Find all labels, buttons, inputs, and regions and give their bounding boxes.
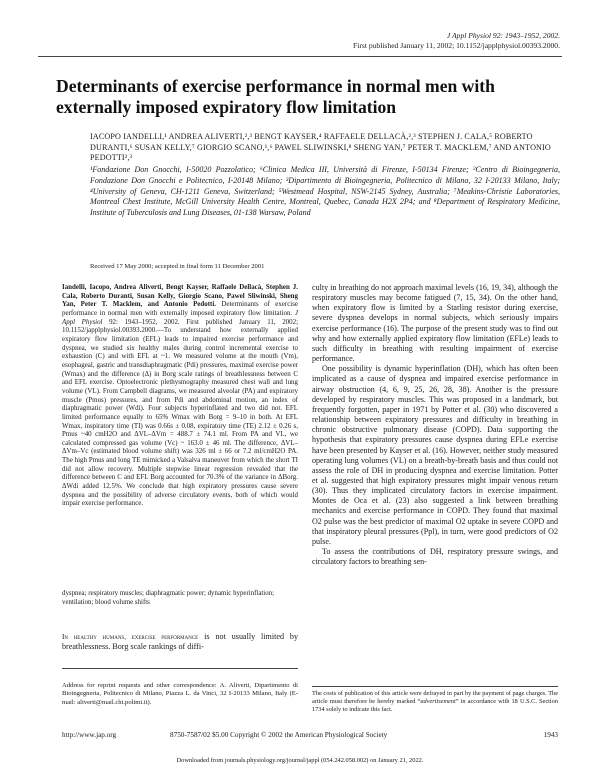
intro-lead: In healthy humans, exercise performance <box>62 633 199 641</box>
download-note: Downloaded from journals.physiology.org/journal/jappl (054.242.058.002) on January 21, 2022. <box>176 757 424 764</box>
journal-url-link[interactable]: http://www.jap.org <box>62 731 117 739</box>
article-title: Determinants of exercise performance in normal men with externally imposed expiratory flow limitation <box>56 76 495 117</box>
footnote-rule-left <box>62 668 298 669</box>
abstract-citation-authors: Iandelli, Iacopo, Andrea Aliverti, Bengt Kayser, Raffaele Dellacà, Stephen J. Cala, Roberto Duranti, Susan Kelly, Giorgio Scano, Pawel Sliwinski, Sheng Yan, Peter T. Macklem, and Antonio Pedotti. <box>62 283 298 309</box>
keywords: dyspnea; respiratory muscles; diaphragmatic power; dynamic hyperinflation; ventilation; blood volume shifts <box>62 590 275 606</box>
paragraph: To assess the contributions of DH, respiratory pressure swings, and circulatory factors to breathing sen- <box>312 547 558 567</box>
abstract-citation-rest: 92: 1943–1952, 2002. First published January 11, 2002; 10.1152/japplphysiol.00393.2000. <box>62 317 299 335</box>
body-right-column <box>312 283 558 567</box>
footnote-rule-right <box>312 686 558 687</box>
author-list: IACOPO IANDELLI,¹ ANDREA ALIVERTI,²,³ BENGT KAYSER,⁴ RAFFAELE DELLACÀ,²,³ STEPHEN J. CALA,⁵ ROBERTO DURANTI,⁶ SUSAN KELLY,⁷ GIORGIO SCANO,¹,⁶ PAWEL SLIWINSKI,⁸ SHENG YAN,⁷ PETER T. MACKLEM,⁷ AND ANTONIO PEDOTTI²,³ <box>90 132 551 163</box>
copyright-line: 8750-7587/02 $5.00 Copyright © 2002 the American Physiological Society <box>170 731 388 739</box>
first-published-line: First published January 11, 2002; 10.1152/japplphysiol.00393.2000. <box>353 41 560 50</box>
publication-costs-note <box>312 690 558 714</box>
paragraph: One possibility is dynamic hyperinflation (DH), which has often been implicated as a cause of dyspnea and impaired exercise performance in airway obstruction (4, 6, 9, 25, 26, 28, 38). Another is the pressure developed by respiratory muscles. This was proposed in a landmark, but frequently forgotten, paper in 1971 by Potter et al. (30) who discovered a relationship between expiratory pressures and difficulty in breathing in chronic obstructive pulmonary disease (COPD). Data supporting the hypothesis that expiratory pressures cause dyspnea during EFLe exercise have been presented by Kayser et al. (16). However, neither study measured operating lung volumes (VL) on a breath-by-breath basis and thus could not assess the role of DH in producing dyspnea and exercise limitation. Potter et al. suggested that high expiratory pressures might impair venous return (30). Thus they implicated circulatory factors in exercise impairment. Montes de Oca et al. (23) also suggested a link between breathing mechanics and exercise performance in COPD. They found that maximal O2 pulse was the best predictor of maximal O2 uptake in severe COPD and that inspiratory pleural pressures (Ppl), in turn, were good predictors of O2 pulse. <box>312 364 558 546</box>
intro-text: is not usually limited by breathlessness. Borg scale rankings of diffi- <box>62 632 298 652</box>
abstract-body: —To understand how externally applied expiratory flow limitation (EFL) leads to impaired exercise performance and dyspnea, we studied six healthy males during control incremental exercise to exhaustion (C) and with EFL at ~1. We measured volume at the mouth (Vm), esophageal, gastric and transdiaphragmatic (Pdi) pressures, maximal exercise power (Wmax) and the difference (Δ) in Borg scale ratings of breathlessness between C and EFL exercise. Optoelectronic plethysmography measured chest wall and lung volume (VL). From Campbell diagrams, we measured alveolar (PA) and expiratory muscle (Pmus) pressures, and from Pdi and abdominal motion, an index of diaphragmatic power (Wdi). Four subjects hyperinflated and two did not. EFL limited performance equally to 65% Wmax with Borg = 9–10 in both. At EFL Wmax, inspiratory time (TI) was 0.66s ± 0.08, expiratory time (TE) 2.12 ± 0.26 s, Pmus ~40 cmH2O and ΔVL–ΔVm = 488.7 ± 74.1 ml. From PA and VL, we calculated compressed gas volume (Vc) ~ 163.0 ± 46 ml. The difference, ΔVL–ΔVm–Vc (estimated blood volume shift) was 326 ml ± 66 or 7.2 ml/cmH2O PA. The high Pmus and long TE mimicked a Valsalva maneuver from which the short TI did not allow recovery. Multiple stepwise linear regression revealed that the difference between C and EFL Borg accounted for 70.3% of the variance in ΔBorg. ΔWdi added 12.5%. We conclude that high expiratory pressures cause severe dyspnea and the possibility of adverse circulatory events, both of which would impair exercise performance. <box>62 326 298 508</box>
affiliations: ¹Fondazione Don Gnocchi, I-50020 Pozzolatico; ⁶Clinica Medica III, Università di Firenze, I-50134 Firenze; ²Centro di Bioingegneria, Fondazione Don Gnocchi e Politecnico, I-20148 Milano; ³Dipartimento di Bioingegneria, Politecnico di Milano, 32 I-20133 Milano, Italy; ⁴University of Geneva, CH-1211 Geneva, Switzerland; ⁵Westmead Hospital, NSW-2145 Sydney, Australia; ⁷Meakins-Christie Laboratories, Montreal Chest Institute, McGill University Health Centre, Montreal, Quebec, Canada H2X 2P4; and ⁸Department of Respiratory Medicine, Institute of Tuberculosis and Lung Diseases, 01-138 Warsaw, Poland <box>90 165 560 218</box>
abstract-citation-title: Determinants of exercise performance in normal men with externally imposed expiratory flow limitation. <box>62 300 298 317</box>
correspondence-address: Address for reprint requests and other correspondence: A. Aliverti, Dipartimento di Bioingegneria, Politecnico di Milano, Piazza L. da Vinci, 32 I-20133 Milano, Italy (E-mail: aliverti@mail.chi.polimi.it). <box>62 682 298 706</box>
abstract <box>62 283 298 508</box>
costs-note-italic: advertisement <box>420 697 456 705</box>
journal-reference: J Appl Physiol 92: 1943–1952, 2002. <box>446 31 560 40</box>
abstract-block <box>62 283 298 508</box>
header-rule <box>38 56 562 57</box>
received-dates: Received 17 May 2000; accepted in final form 11 December 2001 <box>90 263 265 270</box>
costs-note-text-end: ” in accordance with 18 U.S.C. Section 1734 solely to indicate this fact. <box>312 697 558 713</box>
introduction-start <box>62 632 298 652</box>
page-number: 1943 <box>543 731 558 739</box>
journal-header <box>353 31 560 51</box>
abstract-citation-journal: J Appl Physiol <box>62 308 298 326</box>
paragraph: culty in breathing do not approach maximal levels (16, 19, 34), although the respiratory muscles may become fatigued (7, 15, 34). On the other hand, when expiratory flow is limited by a Starling resistor during exercise, severe dyspnea develops in normal subjects, which seriously impairs exercise performance (16). The purpose of the present study was to find out why and how externally applied expiratory flow limitation (EFLe) leads to such difficulty in breathing with resulting impairment of exercise performance. <box>312 283 558 364</box>
costs-note-text: The costs of publication of this article were defrayed in part by the payment of page charges. The article must therefore be hereby marked “ <box>312 690 558 705</box>
